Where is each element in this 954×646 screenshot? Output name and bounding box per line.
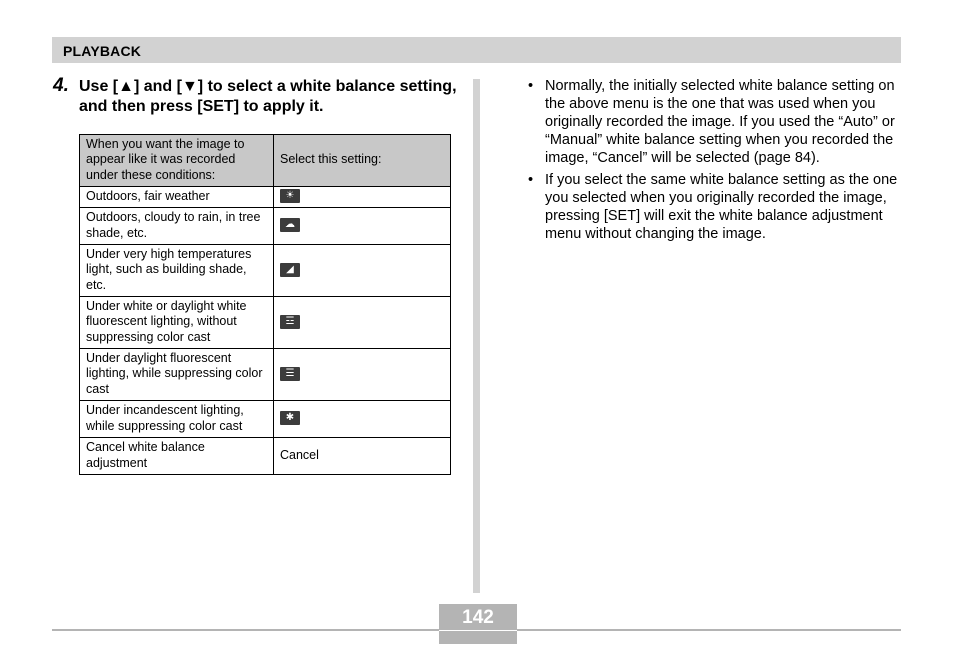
shade-icon: ◢ bbox=[280, 263, 300, 277]
table-row bbox=[80, 208, 451, 245]
note-text: Normally, the initially selected white balance setting on the above menu is the one that was used when you originally recorded the image. If you used the “Auto” or “Manual” white balance setting when you recorded the image, “Cancel” will be selected (page 84). bbox=[545, 78, 895, 166]
sun-icon: ☀ bbox=[280, 189, 300, 203]
white-balance-table bbox=[79, 134, 451, 475]
table-row bbox=[80, 187, 451, 208]
section-header-bar bbox=[52, 37, 901, 63]
table-row bbox=[80, 245, 451, 297]
condition-cell: Cancel white balance adjustment bbox=[80, 438, 274, 475]
setting-cell bbox=[274, 245, 451, 297]
condition-cell: Under white or daylight white fluorescent lighting, without suppressing color cast bbox=[80, 297, 274, 349]
cloud-icon: ☁ bbox=[280, 218, 300, 232]
table-row bbox=[80, 297, 451, 349]
setting-cell bbox=[274, 297, 451, 349]
incandescent-icon: ✱ bbox=[280, 411, 300, 425]
page-number: 142 bbox=[439, 604, 517, 630]
list-item bbox=[528, 77, 900, 167]
fluorescent-1-icon: ☲ bbox=[280, 315, 300, 329]
setting-cell: Cancel bbox=[274, 438, 451, 475]
table-header-setting: Select this setting: bbox=[274, 135, 451, 187]
notes-list bbox=[528, 77, 900, 247]
step-instruction: Use [▲] and [▼] to select a white balance setting, and then press [SET] to apply it. bbox=[79, 78, 457, 115]
table-row bbox=[80, 349, 451, 401]
condition-cell: Under incandescent lighting, while suppressing color cast bbox=[80, 401, 274, 438]
bullet-icon: • bbox=[528, 172, 534, 188]
table-row bbox=[80, 438, 451, 475]
step-number: 4. bbox=[53, 75, 69, 96]
bullet-icon: • bbox=[528, 78, 534, 94]
setting-cell bbox=[274, 187, 451, 208]
section-title: PLAYBACK bbox=[63, 43, 142, 59]
note-text: If you select the same white balance setting as the one you selected when you originally recorded the image, pressing [SET] will exit the white balance adjustment menu without changing the image. bbox=[545, 172, 898, 242]
table-row bbox=[80, 401, 451, 438]
condition-cell: Under daylight fluorescent lighting, while suppressing color cast bbox=[80, 349, 274, 401]
list-item bbox=[528, 171, 900, 243]
setting-cell bbox=[274, 208, 451, 245]
table-header-row bbox=[80, 135, 451, 187]
page-number-box bbox=[439, 604, 517, 644]
condition-cell: Outdoors, cloudy to rain, in tree shade, etc. bbox=[80, 208, 274, 245]
fluorescent-2-icon: ☰ bbox=[280, 367, 300, 381]
table-header-condition: When you want the image to appear like it was recorded under these conditions: bbox=[80, 135, 274, 187]
condition-cell: Under very high temperatures light, such as building shade, etc. bbox=[80, 245, 274, 297]
condition-cell: Outdoors, fair weather bbox=[80, 187, 274, 208]
column-divider bbox=[473, 79, 480, 593]
setting-cell bbox=[274, 401, 451, 438]
setting-cell bbox=[274, 349, 451, 401]
